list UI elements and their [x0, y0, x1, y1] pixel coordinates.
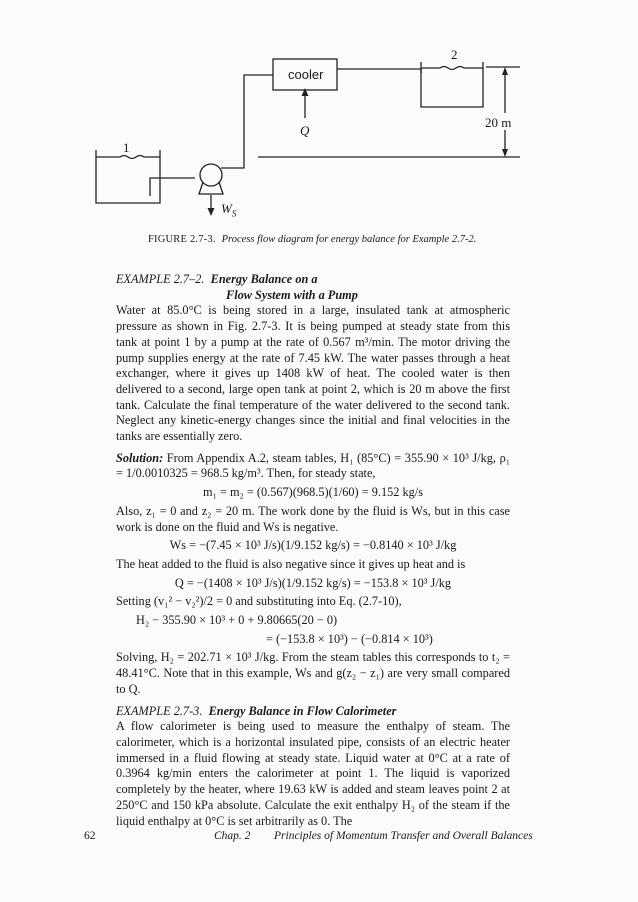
point-1-label: 1 — [123, 140, 130, 155]
equation-work: Ws = −(7.45 × 10³ J/s)(1/9.152 kg/s) = −0.8140 × 10³ J/kg — [169, 538, 457, 553]
heat-paragraph: The heat added to the fluid is also negative since it gives up heat and is — [116, 556, 466, 571]
heat-label: Q — [300, 123, 310, 138]
dim-arrowhead-down — [502, 149, 508, 157]
setting-paragraph: Setting (v₁² − v₂²)/2 = 0 and substituting into Eq. (2.7-10), — [116, 594, 402, 609]
work-subscript: S — [231, 208, 237, 219]
equation-mass-flow: m₁ = m₂ = (0.567)(968.5)(1/60) = 9.152 kg/s — [203, 485, 423, 500]
tank-2 — [421, 62, 483, 107]
problem-statement: Water at 85.0°C is being stored in a large, insulated tank at atmospheric pressure as shown in Fig. 2.7-3. It is being pumped at steady state from this tank at point 1 by a pump at the rate of 0.567 m³/min. The motor driving the pump supplies energy at the rate of 7.45 kW. The water passes through a heat exchanger, where it gives up 1408 kW of heat. The cooled water is then delivered to a second, large open tank at point 2, which is 20 m above the first tank. Calculate the final temperature of the water delivered to the second tank. Neglect any kinetic-energy changes since the initial and final velocities in the tanks are essentially zero. — [116, 303, 510, 444]
equation-heat: Q = −(1408 × 10³ J/s)(1/9.152 kg/s) = −153.8 × 10³ J/kg — [174, 575, 452, 590]
pipe-cooler-to-tank2 — [337, 69, 421, 73]
example-title-line-2: Flow System with a Pump — [226, 287, 358, 302]
tank-2-surface — [421, 67, 483, 70]
example-2-heading — [116, 704, 510, 720]
solution-paragraph — [116, 451, 510, 482]
footer-chapter: Chap. 2 — [214, 830, 251, 842]
example-2-title: Energy Balance in Flow Calorimeter — [208, 703, 397, 718]
heat-arrowhead — [302, 88, 309, 96]
example-2-number: EXAMPLE 2.7-3. — [116, 703, 203, 718]
result-paragraph: Solving, H₂ = 202.71 × 10³ J/kg. From the steam tables this corresponds to t₂ = 48.41°C. Note that in this example, Ws and g(z₂ − z₁) are very small compared to Q. — [116, 650, 510, 696]
equation-energy-balance-rhs: = (−153.8 × 10³) − (−0.814 × 10³) — [266, 631, 433, 646]
figure-caption — [148, 234, 568, 245]
equation-energy-balance: H₂ − 355.90 × 10³ + 0 + 9.80665(20 − 0) — [136, 613, 338, 628]
tank-1-surface — [96, 156, 160, 159]
example-2-problem: A flow calorimeter is being used to measure the enthalpy of steam. The calorimeter, which is a horizontal insulated pipe, consists of an electric heater immersed in a fluid flowing at steady state. Liquid water at 0°C at a rate of 0.3964 kg/min enters the calorimeter at point 1. The liquid is vaporized completely by the heater, where 19.63 kW is added and steam leaves point 2 at 250°C and 150 kPa absolute. Calculate the exit enthalpy H₂ of the steam if the liquid enthalpy at 0°C is set arbitrarily as 0. The — [116, 719, 510, 828]
page-number: 62 — [84, 830, 96, 842]
solution-label: Solution: — [116, 450, 164, 465]
example-heading — [116, 272, 510, 288]
work-label — [221, 202, 236, 219]
pipe-tank1-to-pump — [150, 178, 195, 196]
cooler-label: cooler — [288, 67, 324, 82]
diagram-lines — [0, 0, 638, 225]
example-number: EXAMPLE 2.7–2. — [116, 272, 205, 286]
work-symbol: W — [221, 201, 232, 216]
process-flow-diagram — [0, 0, 638, 225]
point-2-label: 2 — [451, 47, 458, 62]
example-title: Energy Balance on a — [210, 272, 318, 286]
pipe-pump-to-cooler — [221, 75, 273, 168]
figure-caption-label: FIGURE 2.7-3. — [148, 234, 216, 245]
dim-arrowhead-up — [502, 67, 508, 75]
footer-title: Principles of Momentum Transfer and Overall Balances — [274, 830, 533, 842]
figure-caption-text: Process flow diagram for energy balance for Example 2.7-2. — [221, 234, 477, 245]
height-label: 20 m — [485, 115, 512, 130]
pump-base — [199, 182, 223, 194]
page-body — [116, 272, 510, 829]
solution-text: From Appendix A.2, steam tables, H₁ (85°C) = 355.90 × 10³ J/kg, ρ₁ = 1/0.0010325 = 968.5 kg/m³. Then, for steady state, — [116, 450, 510, 481]
work-arrowhead — [208, 208, 215, 216]
work-paragraph: Also, z₁ = 0 and z₂ = 20 m. The work done by the fluid is Ws, but in this case work is done on the fluid and Ws is negative. — [116, 503, 510, 534]
